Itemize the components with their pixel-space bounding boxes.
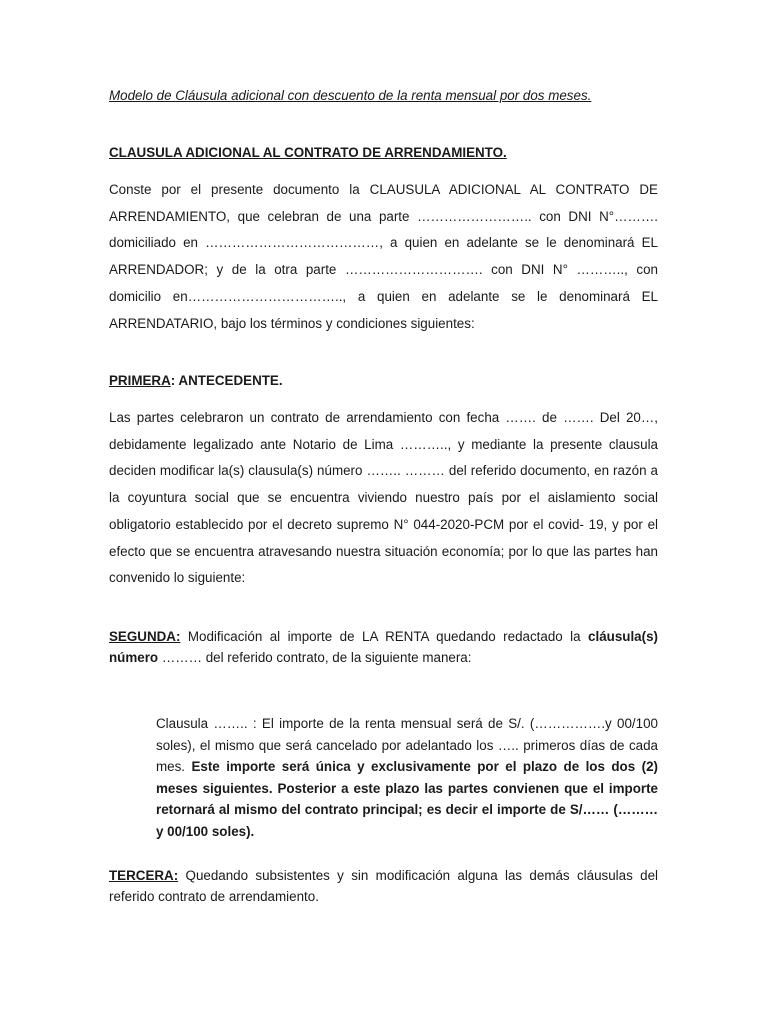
- tercera-text: Quedando subsistentes y sin modificación alguna las demás cláusulas del referido contrato de arrendamiento.: [109, 868, 658, 904]
- clause-quote-text-b: Este importe será única y exclusivamente por el plazo de los dos (2) meses siguientes. Posterior a este plazo las partes convienen que el importe retornará al mismo del contrato principal; es decir el importe de S/…… (……… y 00/100 soles).: [156, 759, 658, 839]
- segunda-text-c: ……… del referido contrato, de la siguiente manera:: [158, 650, 472, 665]
- primera-heading: [109, 371, 283, 391]
- main-heading: CLAUSULA ADICIONAL AL CONTRATO DE ARRENDAMIENTO.: [109, 145, 507, 160]
- clause-quote-text-a: Clausula …….. : El importe de la renta mensual será de S/. (…………….y 00/100 soles), el mismo que será cancelado por adelantado los ….. primeros días de cada mes.: [156, 716, 658, 774]
- primera-title: : ANTECEDENTE.: [170, 373, 283, 388]
- segunda-text-a: Modificación al importe de LA RENTA quedando redactado la: [180, 629, 589, 644]
- tercera-label: TERCERA:: [109, 868, 179, 883]
- model-title: Modelo de Cláusula adicional con descuento de la renta mensual por dos meses.: [109, 88, 592, 103]
- intro-paragraph: Conste por el presente documento la CLAUSULA ADICIONAL AL CONTRATO DE ARRENDAMIENTO, que celebran de una parte …………………….. con DNI N°………. domiciliado en …………………………………, a quien en adelante se le denominará EL ARRENDADOR; y de la otra parte …………………………. con DNI N° ……….., con domicilio en…………………………….., a quien en adelante se le denominará EL ARRENDATARIO, bajo los términos y condiciones siguientes:: [109, 182, 658, 331]
- segunda-paragraph: [109, 626, 658, 668]
- segunda-text-b: cláusula(s) número: [109, 629, 658, 665]
- primera-label: PRIMERA: [109, 373, 171, 388]
- clause-quote: [156, 713, 658, 842]
- tercera-paragraph: [109, 865, 658, 907]
- segunda-label: SEGUNDA:: [109, 629, 181, 644]
- primera-paragraph: Las partes celebraron un contrato de arrendamiento con fecha ……. de ……. Del 20…, debidamente legalizado ante Notario de Lima ……….., y mediante la presente clausula deciden modificar la(s) clausula(s) número …….. ……… del referido documento, en razón a la coyuntura social que se encuentra viviendo nuestro país por el aislamiento social obligatorio establecido por el decreto supremo N° 044-2020-PCM por el covid- 19, y por el efecto que se encuentra atravesando nuestra situación economía; por lo que las partes han convenido lo siguiente:: [109, 410, 658, 586]
